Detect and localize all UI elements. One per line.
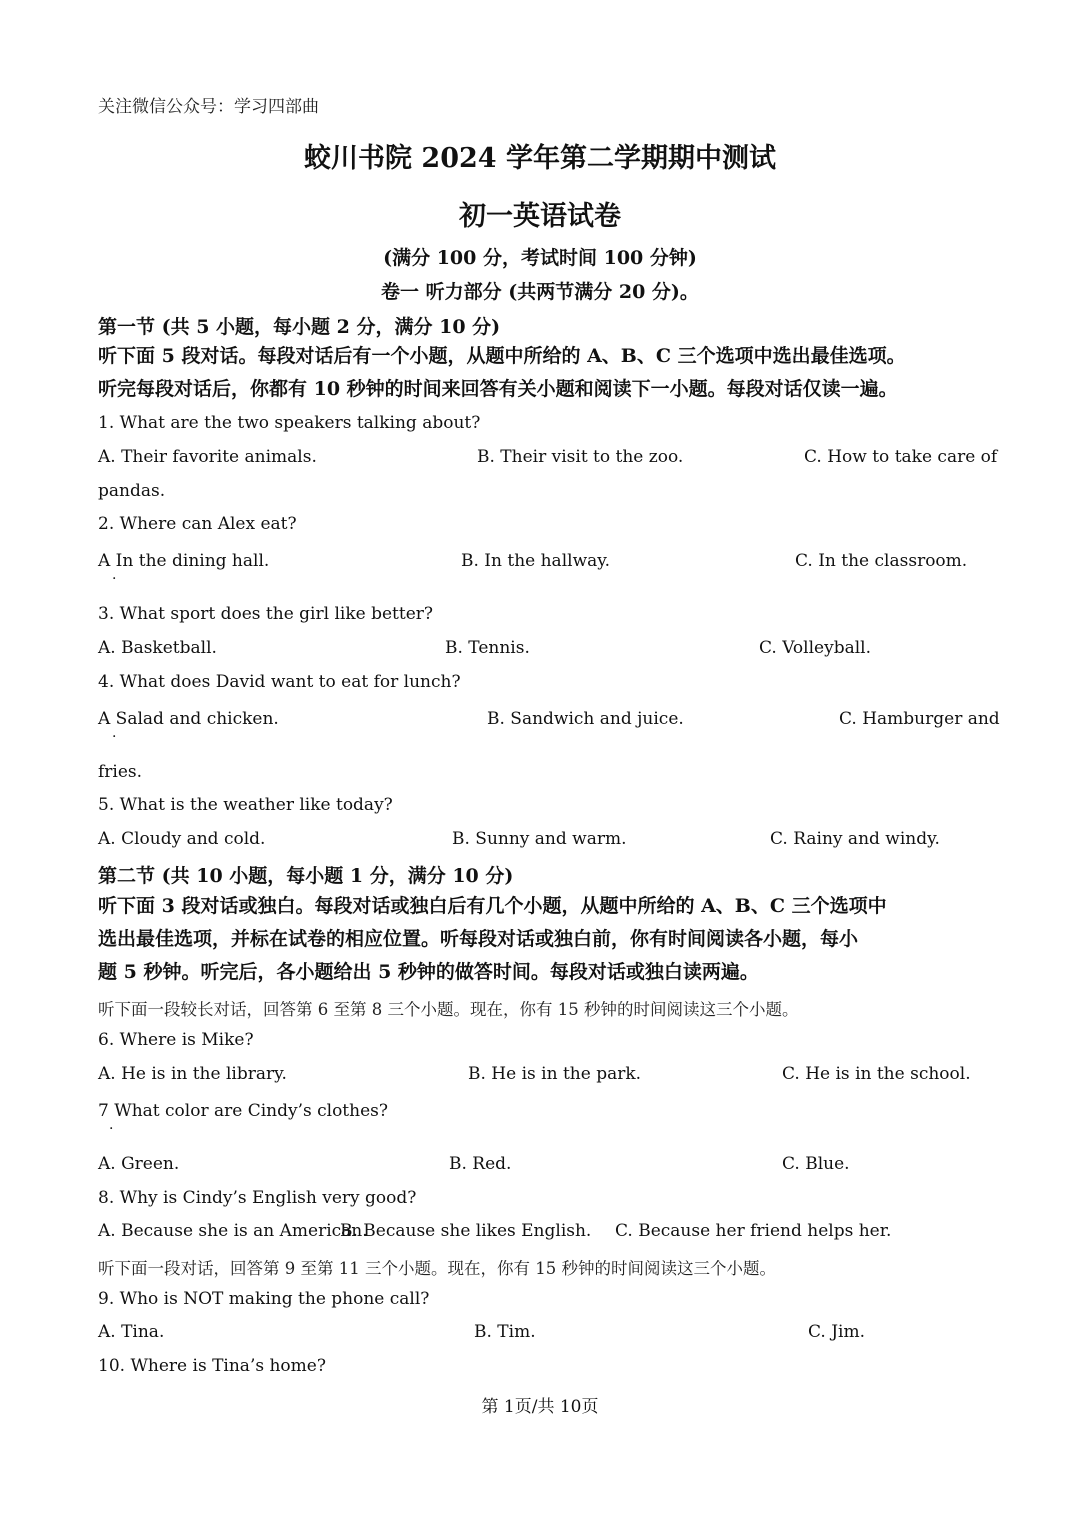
section1-instruction: 听下面 5 段对话。每段对话后有一个小题，从题中所给的 A、B、C 三个选项中选出最佳选项。 <box>98 345 906 367</box>
stray-dot: · <box>112 571 117 587</box>
q7-option-c: C. Blue. <box>782 1154 850 1174</box>
q9-option-a: A. Tina. <box>98 1322 165 1342</box>
q4-option-a: A Salad and chicken. <box>98 709 279 729</box>
section1-heading: 第一节 (共 5 小题，每小题 2 分，满分 10 分) <box>98 316 501 338</box>
question-9: 9. Who is NOT making the phone call? <box>98 1289 430 1309</box>
q8-option-b: B. Because she likes English. <box>340 1221 592 1241</box>
q6-option-b: B. He is in the park. <box>468 1064 642 1084</box>
q5-option-a: A. Cloudy and cold. <box>98 829 266 849</box>
score-info: (满分 100 分，考试时间 100 分钟) <box>383 247 697 269</box>
section1-instruction: 听完每段对话后，你都有 10 秒钟的时间来回答有关小题和阅读下一小题。每段对话仅读一遍。 <box>98 378 898 400</box>
q2-option-a: A In the dining hall. <box>98 551 270 571</box>
q1-option-a: A. Their favorite animals. <box>98 447 317 467</box>
question-7: 7 What color are Cindy’s clothes? <box>98 1101 388 1121</box>
question-3: 3. What sport does the girl like better? <box>98 604 434 624</box>
question-1: 1. What are the two speakers talking about? <box>98 413 481 433</box>
q3-option-a: A. Basketball. <box>98 638 217 658</box>
q7-option-a: A. Green. <box>98 1154 180 1174</box>
question-10: 10. Where is Tina’s home? <box>98 1356 326 1376</box>
q4-option-b: B. Sandwich and juice. <box>487 709 684 729</box>
q7-option-b: B. Red. <box>449 1154 512 1174</box>
question-5: 5. What is the weather like today? <box>98 795 393 815</box>
part-title: 卷一 听力部分 (共两节满分 20 分)。 <box>381 281 699 303</box>
section2-instruction: 题 5 秒钟。听完后，各小题给出 5 秒钟的做答时间。每段对话或独白读两遍。 <box>98 961 759 983</box>
section2-instruction: 听下面 3 段对话或独白。每段对话或独白后有几个小题，从题中所给的 A、B、C 三个选项中 <box>98 895 887 917</box>
q5-option-c: C. Rainy and windy. <box>770 829 940 849</box>
q9-option-b: B. Tim. <box>474 1322 536 1342</box>
q1-option-c: C. How to take care of <box>804 447 998 467</box>
exam-subtitle: 初一英语试卷 <box>459 201 621 232</box>
q6-option-a: A. He is in the library. <box>98 1064 287 1084</box>
q3-option-c: C. Volleyball. <box>759 638 871 658</box>
q6-option-c: C. He is in the school. <box>782 1064 971 1084</box>
question-4: 4. What does David want to eat for lunch? <box>98 672 461 692</box>
section2-note: 听下面一段对话，回答第 9 至第 11 三个小题。现在，你有 15 秒钟的时间阅读这三个小题。 <box>98 1259 776 1278</box>
question-2: 2. Where can Alex eat? <box>98 514 297 534</box>
question-8: 8. Why is Cindy’s English very good? <box>98 1188 417 1208</box>
stray-dot: · <box>112 729 117 745</box>
q8-option-c: C. Because her friend helps her. <box>615 1221 892 1241</box>
q1-option-b: B. Their visit to the zoo. <box>477 447 684 467</box>
exam-title: 蛟川书院 2024 学年第二学期期中测试 <box>304 143 776 174</box>
section2-instruction: 选出最佳选项，并标在试卷的相应位置。听每段对话或独白前，你有时间阅读各小题，每小 <box>98 928 859 950</box>
q8-option-a: A. Because she is an American. <box>98 1221 368 1241</box>
q4-option-c: C. Hamburger and <box>839 709 1000 729</box>
q5-option-b: B. Sunny and warm. <box>452 829 627 849</box>
q2-option-b: B. In the hallway. <box>461 551 611 571</box>
page-footer: 第 1页/共 10页 <box>481 1397 599 1417</box>
q9-option-c: C. Jim. <box>808 1322 865 1342</box>
q2-option-c: C. In the classroom. <box>795 551 968 571</box>
stray-dot: · <box>109 1121 114 1137</box>
q1-option-c-cont: pandas. <box>98 481 166 501</box>
q3-option-b: B. Tennis. <box>445 638 530 658</box>
q4-option-c-cont: fries. <box>98 762 143 782</box>
question-6: 6. Where is Mike? <box>98 1030 254 1050</box>
section2-note: 听下面一段较长对话，回答第 6 至第 8 三个小题。现在，你有 15 秒钟的时间阅读这三个小题。 <box>98 1000 799 1019</box>
header-note: 关注微信公众号：学习四部曲 <box>98 97 319 117</box>
section2-heading: 第二节 (共 10 小题，每小题 1 分，满分 10 分) <box>98 865 514 887</box>
